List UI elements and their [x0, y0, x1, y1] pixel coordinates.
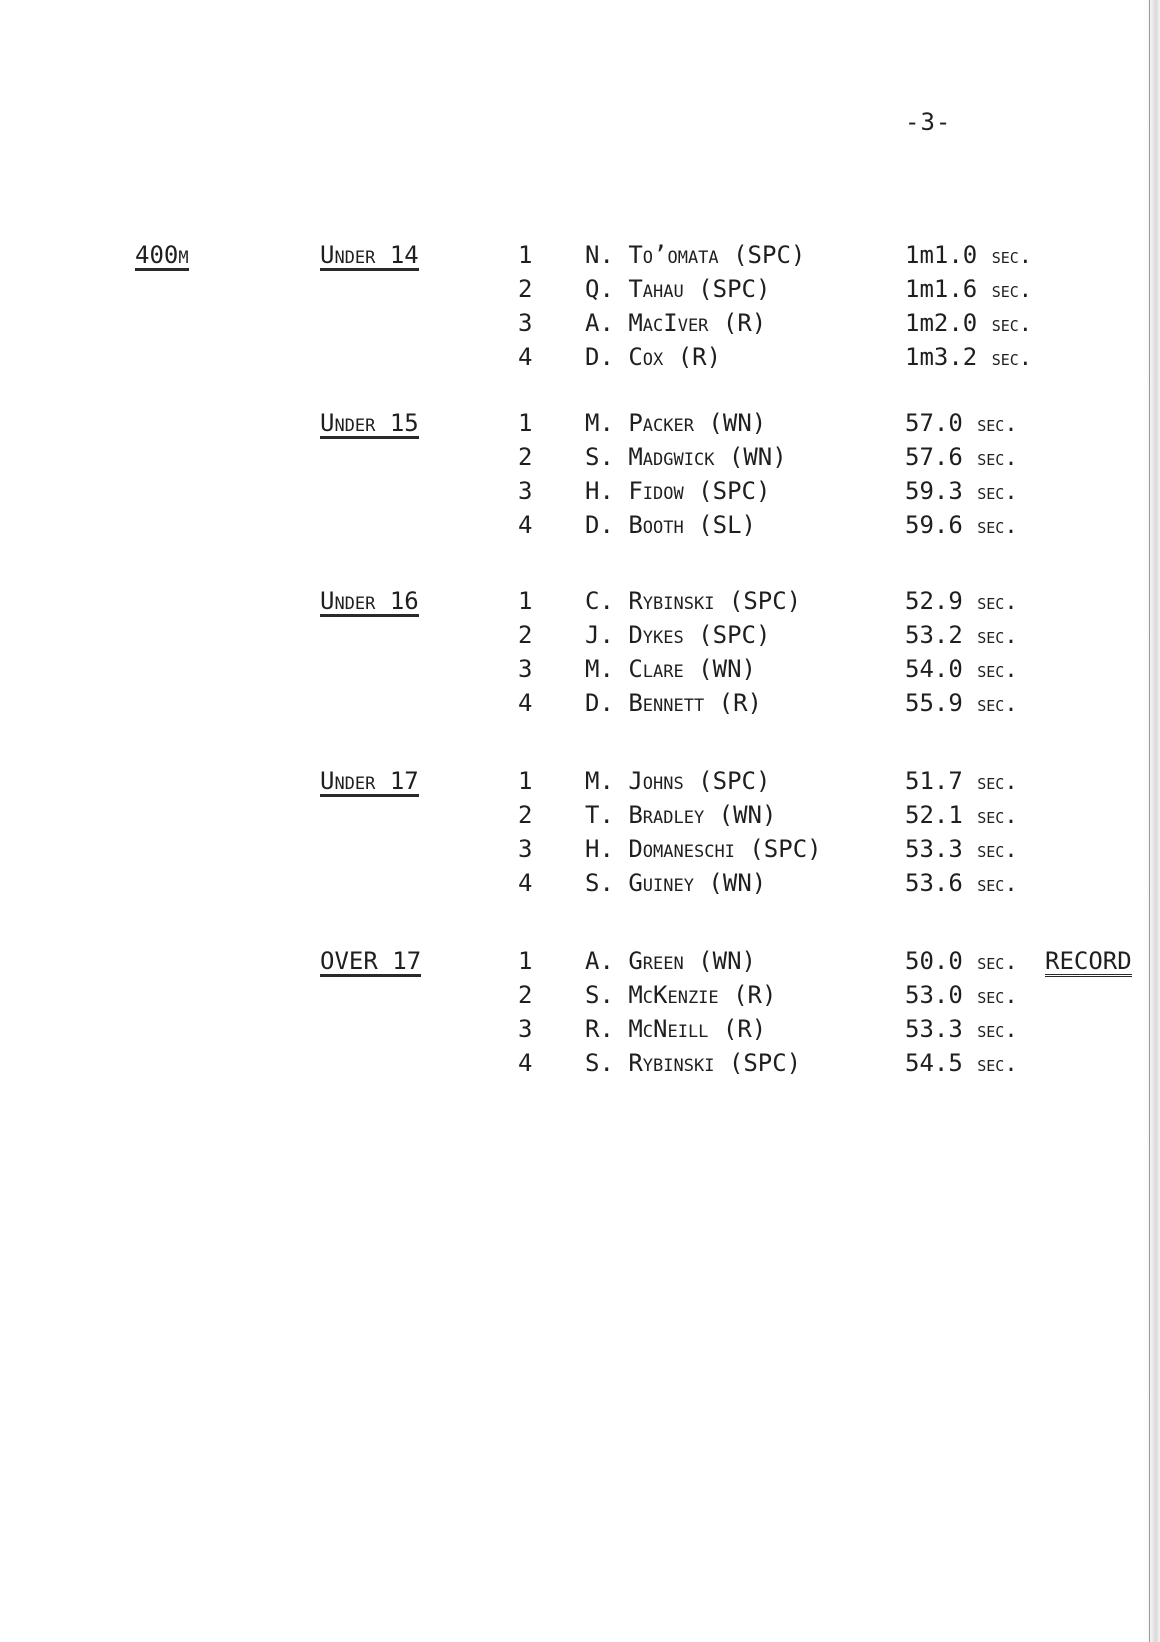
result-time [905, 444, 1018, 472]
result-place: 3 [518, 655, 533, 683]
result-time [905, 242, 1032, 270]
result-place: 2 [518, 801, 533, 829]
result-row [320, 836, 1120, 870]
time-value: 1m3.2 [905, 343, 978, 371]
athlete-name: H. Fidow (SPC) [585, 477, 771, 505]
athlete-name: A. MacIver (R) [585, 309, 767, 337]
result-place: 4 [518, 869, 533, 897]
time-unit: sec. [977, 984, 1018, 1009]
result-place: 2 [518, 981, 533, 1009]
result-place: 3 [518, 477, 533, 505]
result-row [320, 478, 1120, 512]
age-group-label: Under 14 [320, 241, 419, 269]
result-place: 4 [518, 1049, 533, 1077]
athlete-name: D. Booth (SL) [585, 511, 756, 539]
time-unit: sec. [977, 804, 1018, 829]
result-row [320, 622, 1120, 656]
result-row [320, 982, 1120, 1016]
athlete-name: H. Domaneschi (SPC) [585, 835, 822, 863]
time-unit: sec. [977, 1052, 1018, 1077]
result-row [320, 310, 1120, 344]
time-value: 59.3 [905, 477, 963, 505]
result-time [905, 836, 1018, 864]
time-unit: sec. [977, 590, 1018, 615]
result-time [905, 410, 1018, 438]
time-value: 57.6 [905, 443, 963, 471]
age-group-label: OVER 17 [320, 947, 422, 975]
result-time [905, 1016, 1018, 1044]
result-row [320, 410, 1120, 444]
time-unit: sec. [977, 412, 1018, 437]
time-value: 52.1 [905, 801, 963, 829]
result-row [320, 947, 1132, 982]
time-unit: sec. [977, 872, 1018, 897]
result-row [320, 1016, 1120, 1050]
result-row [320, 802, 1120, 836]
result-time [905, 344, 1032, 372]
age-group-label: Under 16 [320, 587, 419, 615]
time-unit: sec. [977, 1018, 1018, 1043]
result-row [320, 242, 1120, 276]
result-row [320, 444, 1120, 478]
athlete-name: N. To’omata (SPC) [585, 241, 806, 269]
age-group-label: Under 17 [320, 767, 419, 795]
time-value: 50.0 [905, 947, 963, 975]
result-place: 1 [518, 767, 533, 795]
record-note: RECORD [1045, 947, 1132, 975]
event-title: 400m [135, 241, 189, 269]
result-place: 2 [518, 275, 533, 303]
time-value: 53.0 [905, 981, 963, 1009]
result-time [905, 982, 1018, 1010]
result-time [905, 690, 1018, 718]
result-time [905, 588, 1018, 616]
result-row [320, 588, 1120, 622]
result-row [320, 690, 1120, 724]
result-row [320, 870, 1120, 904]
time-value: 53.2 [905, 621, 963, 649]
time-value: 52.9 [905, 587, 963, 615]
result-place: 1 [518, 409, 533, 437]
athlete-name: Q. Tahau (SPC) [585, 275, 771, 303]
result-place: 3 [518, 1015, 533, 1043]
time-value: 54.0 [905, 655, 963, 683]
result-time [905, 802, 1018, 830]
time-unit: sec. [977, 658, 1018, 683]
result-place: 1 [518, 587, 533, 615]
result-row [320, 344, 1120, 378]
result-row [320, 768, 1120, 802]
time-unit: sec. [977, 480, 1018, 505]
time-unit: sec. [977, 692, 1018, 717]
athlete-name: J. Dykes (SPC) [585, 621, 771, 649]
result-place: 2 [518, 621, 533, 649]
athlete-name: D. Bennett (R) [585, 689, 763, 717]
athlete-name: S. Rybinski (SPC) [585, 1049, 802, 1077]
time-value: 1m1.0 [905, 241, 978, 269]
time-unit: sec. [977, 624, 1018, 649]
time-unit: sec. [977, 446, 1018, 471]
result-place: 4 [518, 689, 533, 717]
time-unit: sec. [991, 244, 1033, 269]
athlete-name: M. Packer (WN) [585, 409, 767, 437]
result-time [905, 768, 1018, 796]
athlete-name: S. Guiney (WN) [585, 869, 767, 897]
result-row [320, 1050, 1120, 1084]
athlete-name: T. Bradley (WN) [585, 801, 777, 829]
result-row [320, 276, 1120, 310]
time-value: 57.0 [905, 409, 963, 437]
result-time [905, 310, 1032, 338]
time-value: 53.6 [905, 869, 963, 897]
result-place: 3 [518, 309, 533, 337]
time-unit: sec. [977, 770, 1018, 795]
athlete-name: R. McNeill (R) [585, 1015, 767, 1043]
result-time [905, 870, 1018, 898]
time-value: 1m2.0 [905, 309, 978, 337]
result-time [905, 622, 1018, 650]
result-time [905, 512, 1018, 540]
athlete-name: S. McKenzie (R) [585, 981, 777, 1009]
time-unit: sec. [991, 346, 1033, 371]
result-place: 4 [518, 511, 533, 539]
result-time [905, 656, 1018, 684]
result-time [905, 276, 1032, 304]
page-number: -3- [905, 108, 952, 136]
result-time [905, 948, 1018, 976]
time-value: 54.5 [905, 1049, 963, 1077]
result-place: 3 [518, 835, 533, 863]
page-edge-line [1149, 0, 1150, 1642]
athlete-name: M. Johns (SPC) [585, 767, 771, 795]
age-group-label: Under 15 [320, 409, 419, 437]
result-place: 4 [518, 343, 533, 371]
result-row [320, 512, 1120, 546]
result-place: 1 [518, 241, 533, 269]
athlete-name: S. Madgwick (WN) [585, 443, 787, 471]
athlete-name: A. Green (WN) [585, 947, 756, 975]
time-unit: sec. [991, 312, 1033, 337]
result-row [320, 656, 1120, 690]
result-time [905, 1050, 1018, 1078]
time-value: 1m1.6 [905, 275, 978, 303]
time-unit: sec. [991, 278, 1033, 303]
athlete-name: D. Cox (R) [585, 343, 722, 371]
result-place: 2 [518, 443, 533, 471]
result-place: 1 [518, 947, 533, 975]
time-value: 59.6 [905, 511, 963, 539]
athlete-name: M. Clare (WN) [585, 655, 756, 683]
time-value: 53.3 [905, 1015, 963, 1043]
athlete-name: C. Rybinski (SPC) [585, 587, 802, 615]
time-value: 53.3 [905, 835, 963, 863]
time-unit: sec. [977, 514, 1018, 539]
time-value: 55.9 [905, 689, 963, 717]
time-value: 51.7 [905, 767, 963, 795]
result-time [905, 478, 1018, 506]
time-unit: sec. [977, 950, 1018, 975]
time-unit: sec. [977, 838, 1018, 863]
